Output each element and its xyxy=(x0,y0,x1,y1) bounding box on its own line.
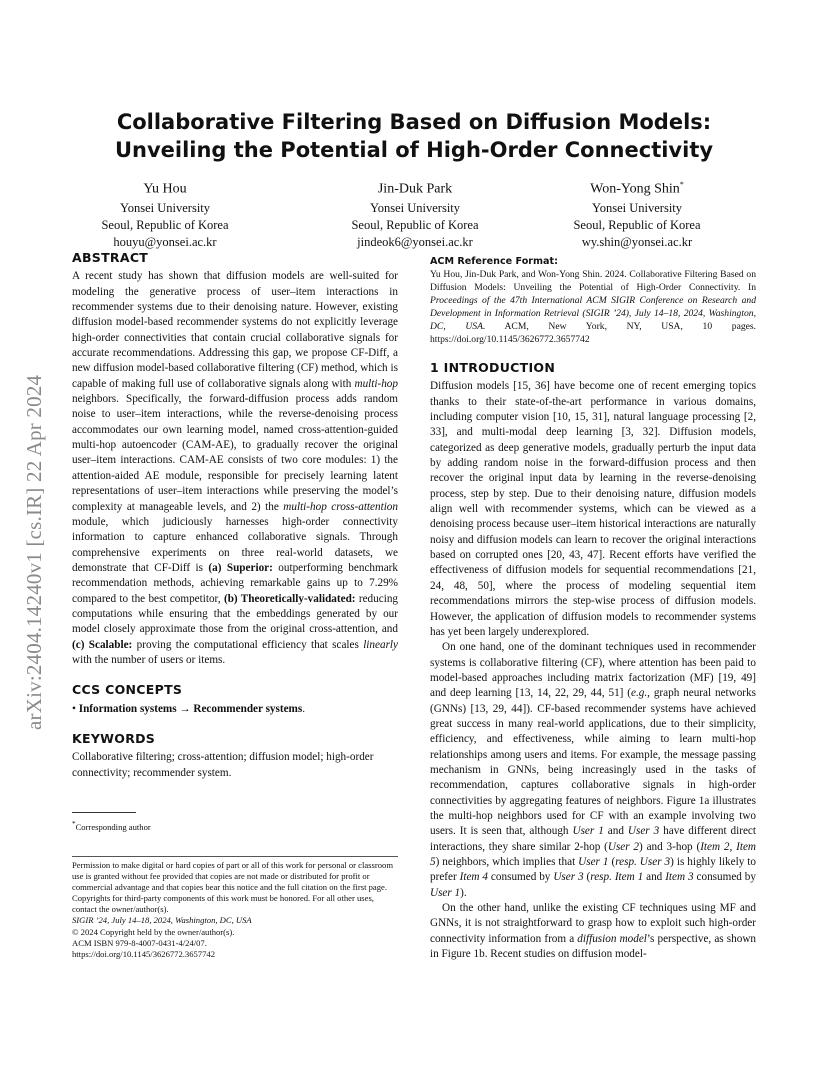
author-block-2 xyxy=(315,175,515,251)
author-name: Yu Hou xyxy=(143,181,187,197)
left-column xyxy=(72,250,398,781)
author-affiliation: Yonsei University xyxy=(369,200,461,215)
author-affiliation: Yonsei University xyxy=(119,200,211,215)
acm-reference-text: Yu Hou, Jin-Duk Park, and Won-Yong Shin. 2024. Collaborative Filtering Based on Diffusion Models: Unveiling the Potential of High-Order Connectivity. In Proceedings of the 47th International ACM SIGIR Conference on Research and Development in Information Retrieval (SIGIR ’24), July 14–18, 2024, Washington, DC, USA. ACM, New York, NY, USA, 10 pages. https://doi.org/10.1145/3626772.3657742 xyxy=(430,269,757,345)
author-email: jindeok6@yonsei.ac.kr xyxy=(357,234,473,249)
permission-isbn: ACM ISBN 979-8-4007-0431-4/24/07. xyxy=(72,937,207,948)
author-location: Seoul, Republic of Korea xyxy=(573,217,701,232)
author-name: Won-Yong Shin* xyxy=(590,180,684,197)
author-email: wy.shin@yonsei.ac.kr xyxy=(581,234,693,249)
intro-paragraph-2: On one hand, one of the dominant techniques used in recommender systems is collaborative filtering (CF), where attention has been paid to model-based approaches including matrix factorization (MF) [19, 49] and deep learning [13, 14, 22, 29, 44, 51] (e.g., graph neural networks (GNNs) [13, 29, 44]). CF-based recommender systems have achieved great success in many real-world applications, due to their simplicity, efficiency, and effectiveness, while aiming to learn multi-hop relationships among users and items. For example, the message passing mechanism in GNNs, being increasingly used in the tasks of recommendation, captures collaborative signals in high-order connectivities by aggregating features of neighbors. Figure 1a illustrates the multi-hop neighbors used for CF with an example involving two users. It is seen that, although User 1 and User 3 have different direct interactions, they share similar 2-hop (User 2) and 3-hop (Item 2, Item 5) neighbors, which implies that User 1 (resp. User 3) is highly likely to prefer Item 4 consumed by User 3 (resp. Item 1 and Item 3 consumed by User 1). xyxy=(430,641,756,899)
permission-venue: SIGIR ’24, July 14–18, 2024, Washington, DC, USA xyxy=(72,915,252,926)
permission-doi: https://doi.org/10.1145/3626772.3657742 xyxy=(72,948,215,959)
intro-paragraph-1: Diffusion models [15, 36] have become one of recent emerging topics thanks to their state-of-the-art performance in various domains, including computer vision [10, 15, 31], natural language processing [2, 33], and multi-modal deep learning [3, 32]. Diffusion models, categorized as deep generative models, gradually perturb the input data by adding random noise in the forward-diffusion process and then recover the original input data by learning in the reverse-denoising process, step by step. Due to their denoising nature, diffusion models align well with recommender systems, which can be viewed as a denoising process because user–item historical interactions are naturally noisy and diffusion models can learn to recover the original interactions based on corrupted ones [20, 43, 47]. Recent efforts have verified the effectiveness of diffusion models for sequential recommendations [21, 24, 48, 50], where the process of modeling sequential item recommendations mirrors the step-wise process of diffusion models. However, the application of diffusion models to recommender systems has yet been largely underexplored. xyxy=(430,380,756,638)
title-line-2: Unveiling the Potential of High-Order Connectivity xyxy=(114,138,714,162)
acm-reference-heading: ACM Reference Format: xyxy=(430,256,558,267)
permission-copyright: © 2024 Copyright held by the owner/author(s). xyxy=(72,926,235,937)
intro-paragraph-3: On the other hand, unlike the existing CF techniques using MF and GNNs, it is not straightforward to grasp how to exploit such high-order connectivity information from a diffusion model’s perspective, as shown in Figure 1b. Recent studies on diffusion model- xyxy=(430,902,756,961)
author-location: Seoul, Republic of Korea xyxy=(101,217,229,232)
right-column xyxy=(430,255,756,962)
author-block-1 xyxy=(65,175,265,251)
author-location: Seoul, Republic of Korea xyxy=(351,217,479,232)
permission-rule xyxy=(72,856,398,857)
ccs-heading: CCS CONCEPTS xyxy=(72,682,183,698)
author-block-3 xyxy=(537,175,737,251)
abstract-text: A recent study has shown that diffusion models are well-suited for modeling the generative process of user–item interactions in recommender systems due to their denoising nature. However, existing diffusion model-based recommender systems do not explicitly leverage high-order connectivities that contain crucial collaborative signals for accurate recommendations. Addressing this gap, we propose CF-Diff, a new diffusion model-based collaborative filtering (CF) method, which is capable of making full use of collaborative signals along with multi-hop neighbors. Specifically, the forward-diffusion process adds random noise to user–item interactions, while the reverse-denoising process accommodates our own learning model, named cross-attention-guided multi-hop autoencoder (CAM-AE), to gradually recover the original user–item interactions. CAM-AE consists of two core modules: 1) the attention-aided AE module, responsible for precisely learning latent representations of user–item interactions while preserving the model’s complexity at manageable levels, and 2) the multi-hop cross-attention module, which judiciously harnesses high-order connectivity information to capture enhanced collaborative signals. Through comprehensive experiments on three real-world datasets, we demonstrate that CF-Diff is (a) Superior: outperforming benchmark recommendation methods, achieving remarkable gains up to 7.29% compared to the best competitor, (b) Theoretically-validated: reducing computations while ensuring that the embeddings generated by our model closely approximate those from the original cross-attention, and (c) Scalable: proving the computational efficiency that scales linearly with the number of users or items. xyxy=(72,270,399,666)
keywords-heading: KEYWORDS xyxy=(72,730,156,746)
abstract-heading: ABSTRACT xyxy=(72,250,149,265)
keywords-text: Collaborative filtering; cross-attention; diffusion model; high-order connectivity; recommender system. xyxy=(72,751,374,779)
intro-heading: 1 INTRODUCTION xyxy=(430,360,556,375)
footnote-rule xyxy=(72,812,136,813)
title-line-1: Collaborative Filtering Based on Diffusion Models: xyxy=(116,110,712,134)
arxiv-stamp: arXiv:2404.14240v1 [cs.IR] 22 Apr 2024 xyxy=(22,374,46,730)
paper-title xyxy=(72,108,756,164)
ccs-text: • Information systems → Recommender systems. xyxy=(72,702,306,715)
author-name: Jin-Duk Park xyxy=(377,181,453,197)
permission-text: Permission to make digital or hard copies of part or all of this work for personal or classroom use is granted without fee provided that copies are not made or distributed for profit or commercial advantage and that copies bear this notice and the full citation on the first page. Copyrights for third-party components of this work must be honored. For all other uses, contact the owner/author(s). xyxy=(72,860,393,915)
author-affiliation: Yonsei University xyxy=(591,200,683,215)
author-email: houyu@yonsei.ac.kr xyxy=(113,234,217,249)
footnote: *Corresponding author xyxy=(72,820,151,832)
permission-block xyxy=(72,860,398,960)
acm-reference xyxy=(430,255,756,346)
